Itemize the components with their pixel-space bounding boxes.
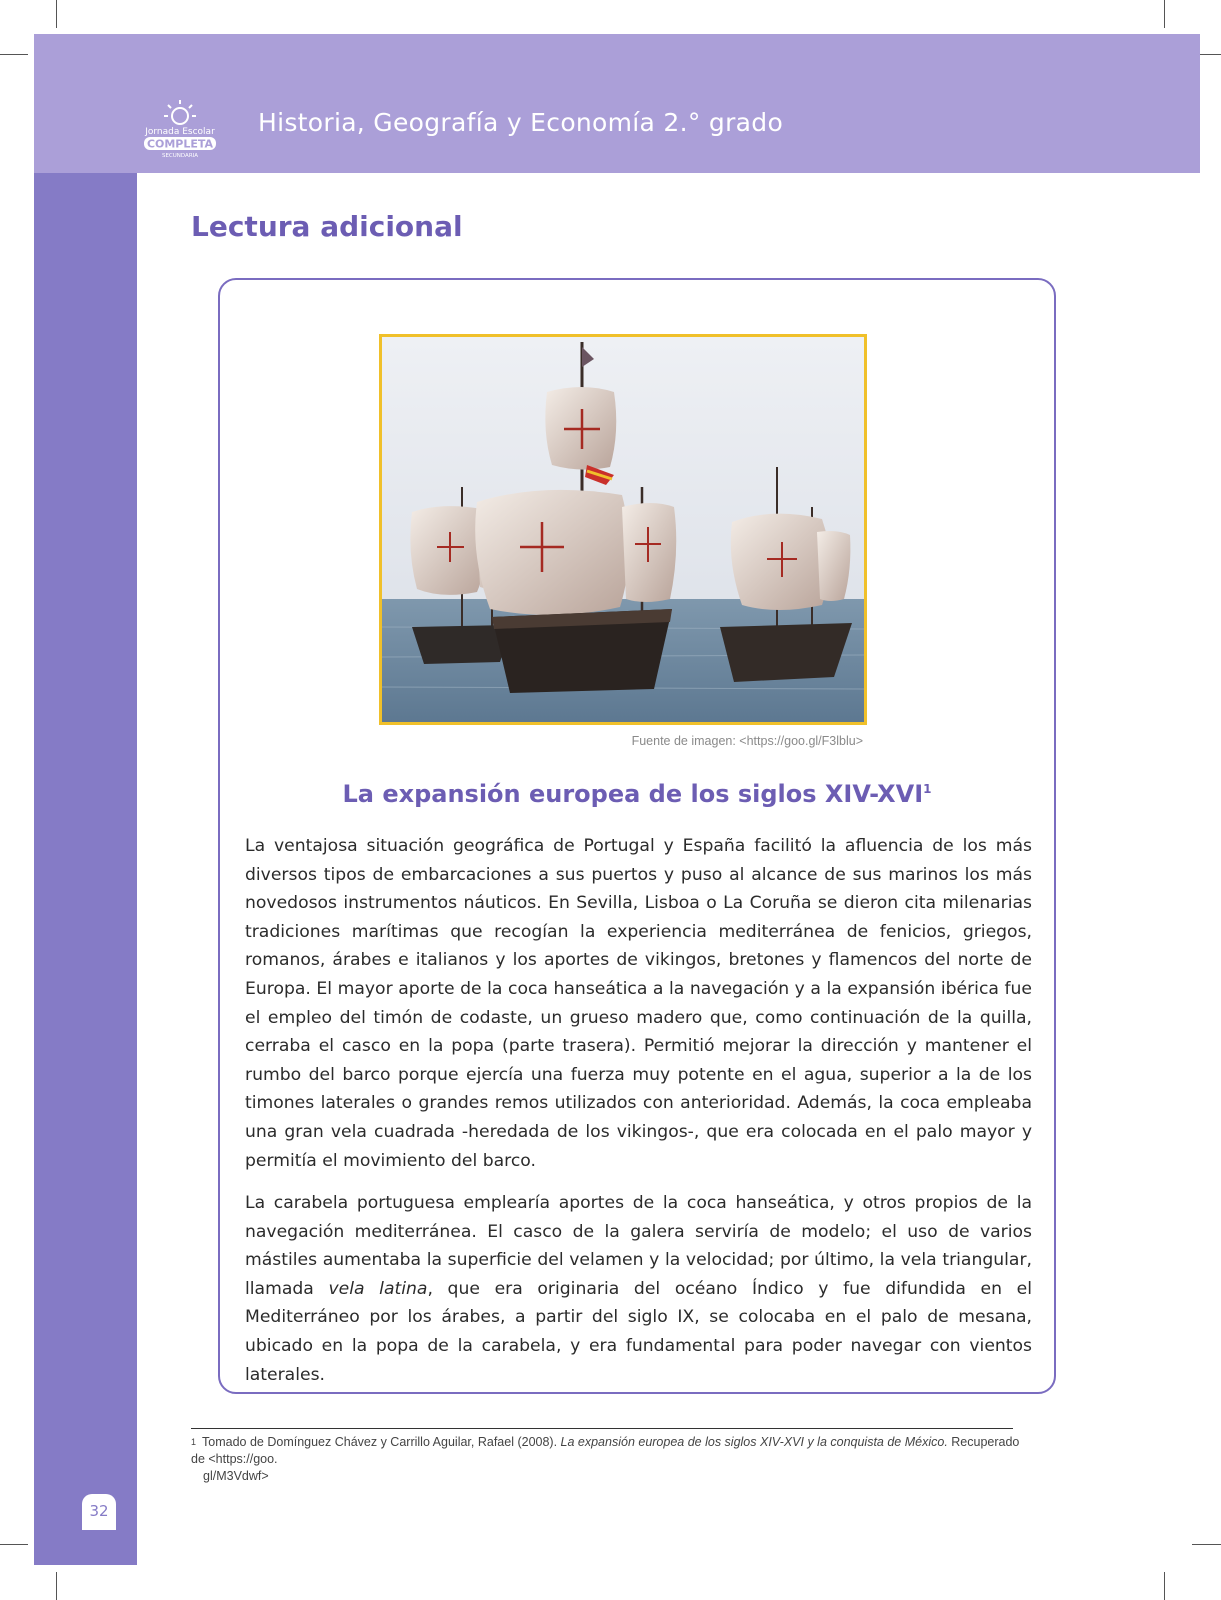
crop-mark — [56, 0, 57, 28]
image-source-caption: Fuente de imagen: <https://goo.gl/F3lblu> — [631, 734, 863, 748]
footnote-text-end: Recuperado de <https://goo. — [191, 1435, 1020, 1466]
jornada-escolar-logo — [140, 96, 220, 158]
footnote-text-start: Tomado de Domínguez Chávez y Carrillo Aguilar, Rafael (2008). — [202, 1435, 561, 1449]
crop-mark — [0, 1544, 28, 1545]
crop-mark — [1164, 0, 1165, 28]
paragraph-2-start: La carabela portuguesa emplearía aportes de la coca hanseática, y otros propios de la navegación mediterránea. El casco de la galera serviría de modelo; el uso de varios mástiles aumentaba la superficie del velamen y la velocidad; por último, la vela triangular, llamada — [245, 1193, 1032, 1299]
side-bar — [34, 173, 137, 1565]
crop-mark — [0, 54, 28, 55]
footnote-number: 1 — [191, 1437, 197, 1447]
section-title: Lectura adicional — [191, 210, 463, 243]
page-number: 32 — [89, 1502, 109, 1520]
header-title: Historia, Geografía y Economía 2.° grado — [258, 108, 784, 137]
paragraph-2-end: , que era originaria del océano Índico y fue difundida en el Mediterráneo por los árabes, a partir del siglo IX, se colocaba en el palo de mesana, ubicado en la popa de la carabela, y era fundamental para poder navegar con vientos laterales. — [245, 1278, 1033, 1385]
article-paragraph-1: La ventajosa situación geográfica de Portugal y España facilitó la afluencia de los más diversos tipos de embarcaciones a sus puertos y puso al alcance de sus marinos los más novedosos instrumentos náuticos. En Sevilla, Lisboa o La Coruña se dieron cita milenarias tradiciones marítimas que recogían la experiencia mediterránea de fenicios, griegos, romanos, árabes e italianos y los aportes de vikingos, bretones y flamencos del norte de Europa. El mayor aporte de la coca hanseática a la navegación y a la expansión ibérica fue el empleo del timón de codaste, un grueso madero que, como continuación de la quilla, cerraba el casco en la popa (parte trasera). Permitió mejorar la dirección y mantener el rumbo del barco porque ejercía una fuerza muy potente en el agua, superior a la de los timones laterales o grandes remos utilizados con anterioridad. Además, la coca empleaba una gran vela cuadrada -heredada de los vikingos-, que era colocada en el palo mayor y permitía el movimiento del barco. — [245, 836, 1032, 1171]
caravels-photo — [379, 334, 867, 725]
crop-mark — [1164, 1572, 1165, 1600]
footnote-divider — [191, 1428, 1013, 1429]
article-paragraph-2 — [245, 1189, 1032, 1389]
footnote-text-line2: gl/M3Vdwf> — [203, 1469, 269, 1483]
paragraph-2-italic: vela latina — [328, 1278, 428, 1299]
logo-text-main: COMPLETA — [146, 137, 214, 151]
footnote-source-title: La expansión europea de los siglos XIV-XVI y la conquista de México. — [560, 1435, 948, 1449]
article-title-text: La expansión europea de los siglos XIV-XVI — [342, 780, 924, 808]
crop-mark — [1192, 1544, 1221, 1545]
logo-text-top: Jornada Escolar — [145, 127, 215, 137]
title-footnote-mark: 1 — [923, 782, 932, 796]
article-title — [218, 780, 1056, 808]
crop-mark — [56, 1572, 57, 1600]
footnote — [191, 1434, 1033, 1485]
logo-text-bottom: SECUNDARIA — [161, 153, 199, 158]
